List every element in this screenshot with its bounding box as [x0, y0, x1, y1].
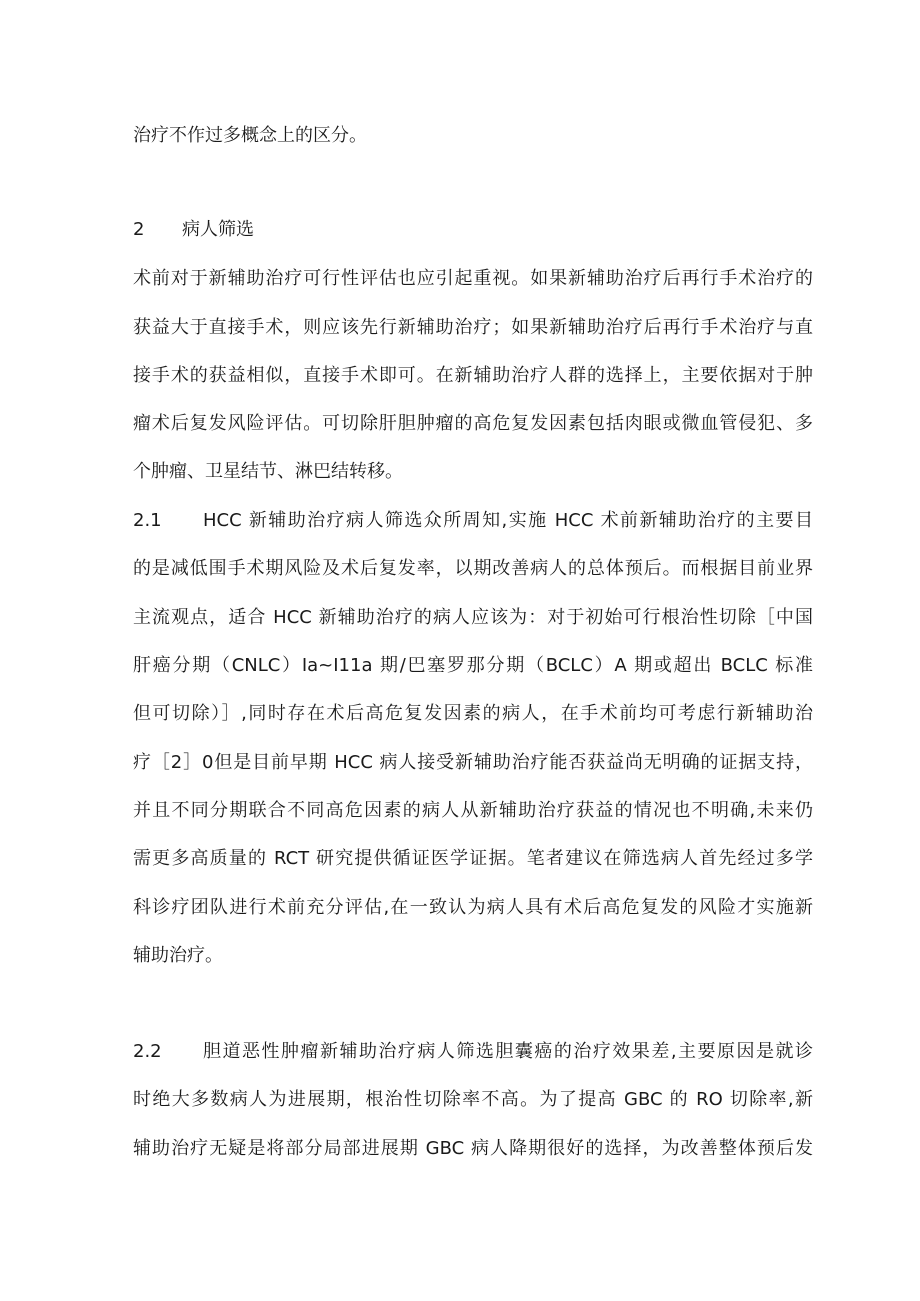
section-2-1-line: 并且不同分期联合不同高危因素的病人从新辅助治疗获益的情况也不明确,未来仍 [133, 800, 813, 821]
section-2-1-line: 科诊疗团队进行术前充分评估,在一致认为病人具有术后高危复发的风险才实施新 [133, 897, 813, 918]
intro-tail-line: 治疗不作过多概念上的区分。 [133, 125, 367, 146]
section-2-line: 接手术的获益相似，直接手术即可。在新辅助治疗人群的选择上，主要依据对于肿 [133, 365, 813, 386]
section-2-title: 病人筛选 [182, 219, 254, 240]
section-2-1-line: 的是减低围手术期风险及术后复发率，以期改善病人的总体预后。而根据目前业界 [133, 558, 813, 579]
section-2-2-line: 时绝大多数病人为进展期，根治性切除率不高。为了提高 GBC 的 RO 切除率,新 [133, 1089, 813, 1110]
section-2-line: 术前对于新辅助治疗可行性评估也应引起重视。如果新辅助治疗后再行手术治疗的 [133, 268, 813, 289]
section-2-1-line: 主流观点，适合 HCC 新辅助治疗的病人应该为：对于初始可行根治性切除［中国 [133, 607, 813, 628]
section-2-2-line: 辅助治疗无疑是将部分局部进展期 GBC 病人降期很好的选择，为改善整体预后发 [133, 1138, 813, 1159]
section-2-line: 个肿瘤、卫星结节、淋巴结转移。 [133, 461, 403, 482]
section-2-2-line: 胆道恶性肿瘤新辅助治疗病人筛选胆囊癌的治疗效果差,主要原因是就诊 [203, 1041, 813, 1062]
section-2-1-line: 辅助治疗。 [133, 945, 223, 966]
section-2-1-line: 肝癌分期（CNLC）Ia~I11a 期/巴塞罗那分期（BCLC）A 期或超出 BCLC 标准 [133, 655, 813, 676]
section-2-number: 2 [133, 219, 145, 240]
section-2-1-line: HCC 新辅助治疗病人筛选众所周知,实施 HCC 术前新辅助治疗的主要目 [203, 510, 813, 531]
section-2-1-line: 但可切除）］,同时存在术后高危复发因素的病人，在手术前均可考虑行新辅助治 [133, 703, 813, 724]
section-2-1-line: 疗［2］0但是目前早期 HCC 病人接受新辅助治疗能否获益尚无明确的证据支持， [133, 752, 813, 773]
section-2-line: 瘤术后复发风险评估。可切除肝胆肿瘤的高危复发因素包括肉眼或微血管侵犯、多 [133, 413, 813, 434]
section-2-2-number: 2.2 [133, 1041, 162, 1062]
section-2-1-number: 2.1 [133, 510, 162, 531]
section-2-1-line: 需更多高质量的 RCT 研究提供循证医学证据。笔者建议在筛选病人首先经过多学 [133, 848, 813, 869]
section-2-line: 获益大于直接手术，则应该先行新辅助治疗；如果新辅助治疗后再行手术治疗与直 [133, 317, 813, 338]
